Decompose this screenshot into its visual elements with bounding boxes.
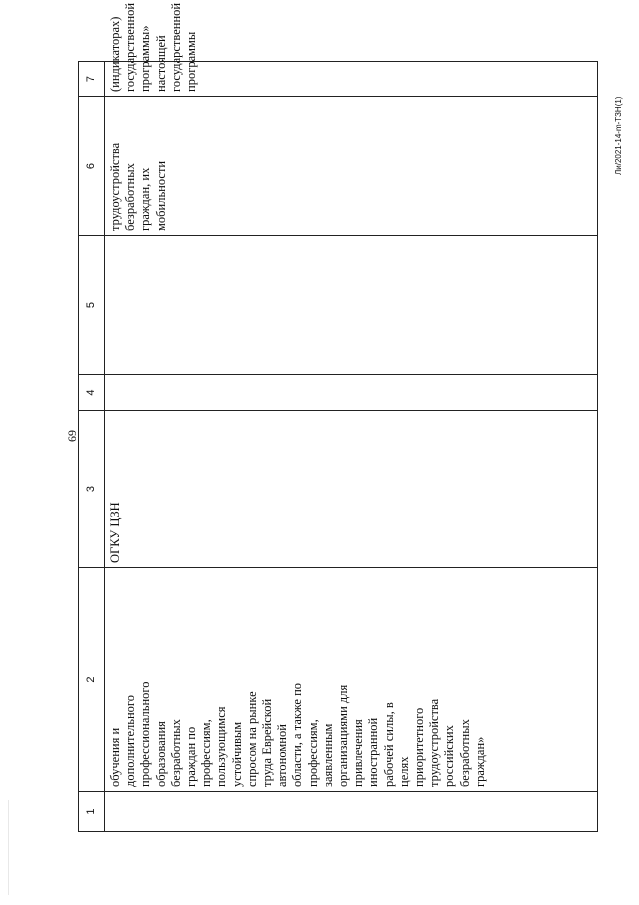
rotated-table-container — [78, 2, 598, 832]
cell-col-6: трудоустройства безработных граждан, их мобильности — [105, 97, 598, 236]
document-code: Ли/2021-14-m-ТЗН(1) — [614, 96, 623, 175]
cell-col-7: (индикаторах) государственной программы» настоящей государственной программы — [105, 62, 598, 97]
column-header-3: 3 — [79, 411, 105, 568]
cell-col-5 — [105, 236, 598, 375]
table-header-row — [79, 62, 105, 832]
column-header-2: 2 — [79, 568, 105, 792]
cell-col-2: обучения и дополнительного профессионального образования безработных граждан по профессиям, пользующимся устойчивым спросом на рынке труда Еврейской автономной области, а также по профессиям, заявленным организациями для привлечения иностранной рабочей силы, в целях приоритетного трудоустройства российских безработных граждан» — [105, 568, 598, 792]
table-row — [105, 62, 598, 832]
column-header-6: 6 — [79, 97, 105, 236]
column-header-5: 5 — [79, 236, 105, 375]
column-header-4: 4 — [79, 375, 105, 411]
cell-col-3: ОГКУ ЦЗН — [105, 411, 598, 568]
page-number: 69 — [65, 430, 79, 442]
scan-edge-mark — [8, 800, 9, 895]
column-header-7: 7 — [79, 62, 105, 97]
program-table — [78, 2, 598, 832]
column-header-1: 1 — [79, 792, 105, 832]
cell-col-1 — [105, 792, 598, 832]
cell-col-4 — [105, 375, 598, 411]
